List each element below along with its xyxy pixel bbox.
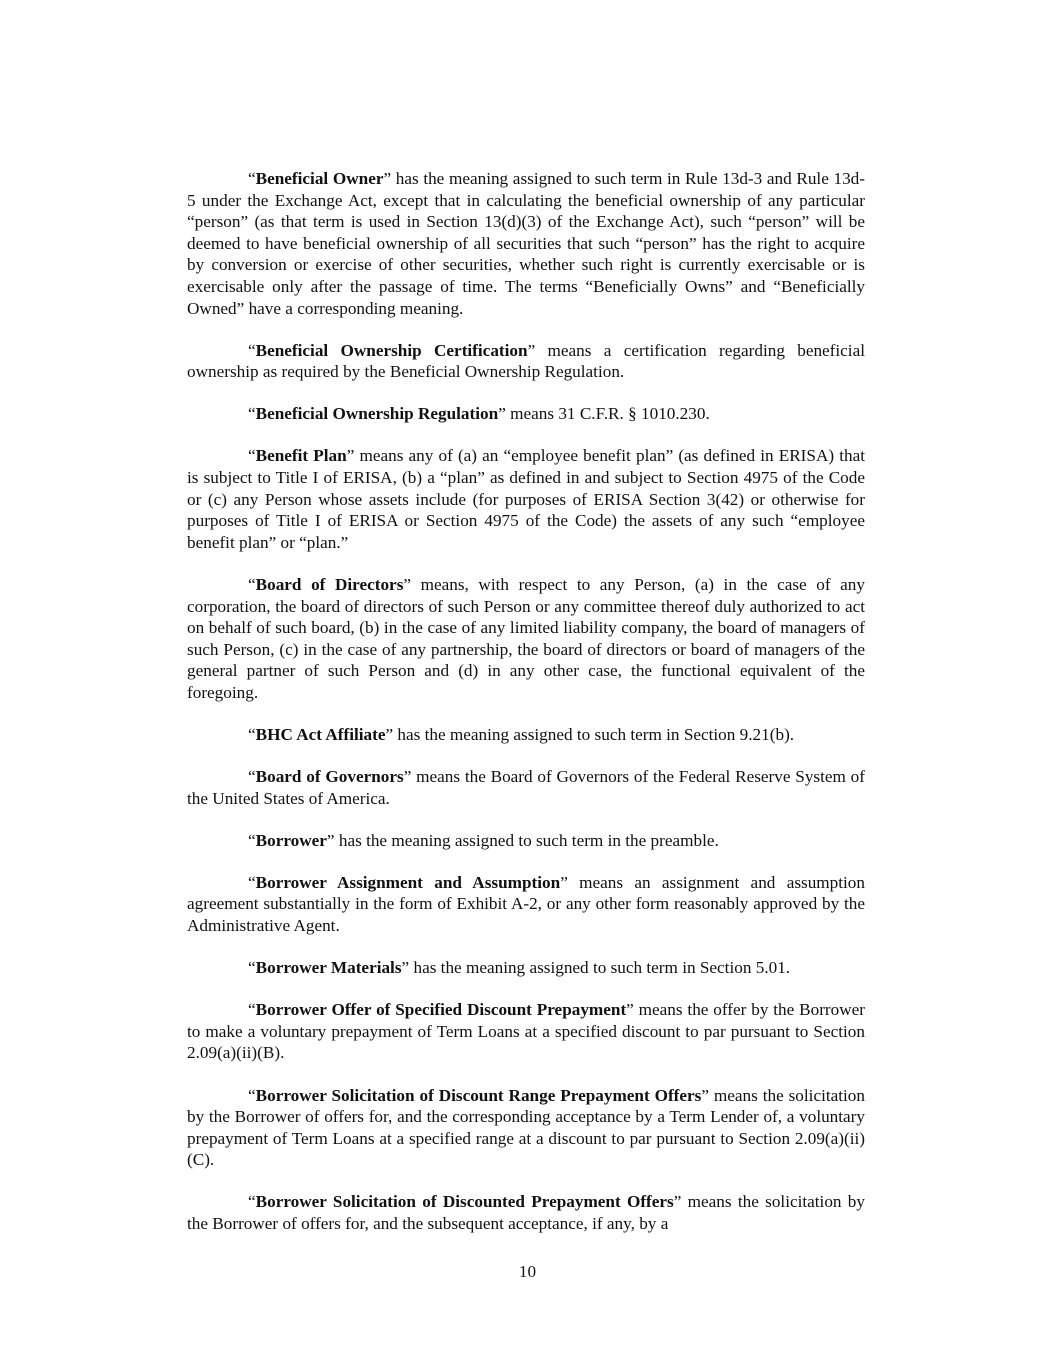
definition-text: has the meaning assigned to such term in Section 5.01. bbox=[409, 958, 791, 978]
definition-text: means the solicitation by the Borrower of offers for, and the corresponding acceptance by a Term Lender of, a voluntary prepayment of Term Loans at a specified range at a discount to par pursuant to Section 2.09(a)(ii)(C). bbox=[187, 1085, 865, 1170]
definition-paragraph: “Borrower Assignment and Assumption” means an assignment and assumption agreement substantially in the form of Exhibit A-2, or any other form reasonably approved by the Administrative Agent. bbox=[187, 872, 865, 936]
definition-text: has the meaning assigned to such term in Section 9.21(b). bbox=[393, 724, 795, 744]
definition-paragraph: “Board of Governors” means the Board of Governors of the Federal Reserve System of the United States of America. bbox=[187, 767, 865, 808]
defined-term: Beneficial Ownership Regulation bbox=[255, 404, 499, 424]
definition-text: means the offer by the Borrower to make a voluntary prepayment of Term Loans at a specified discount to par pursuant to Section 2.09(a)(ii)(B). bbox=[187, 1000, 865, 1063]
defined-term: Beneficial Owner bbox=[255, 169, 384, 188]
definition-paragraph: “Borrower” has the meaning assigned to such term in the preamble. bbox=[248, 830, 719, 850]
defined-term: Benefit Plan bbox=[255, 446, 347, 466]
page-number: 10 bbox=[518, 1262, 537, 1281]
defined-term: Borrower Materials bbox=[255, 958, 402, 978]
defined-term: Borrower Assignment and Assumption bbox=[255, 872, 561, 892]
defined-term: BHC Act Affiliate bbox=[255, 724, 386, 744]
definition-text: has the meaning assigned to such term in Rule 13d-3 and Rule 13d-5 under the Exchange Act, except that in calculating the beneficial ownership of any particular “person” (as that term is used in Section 13(d)(3) of the Exchange Act), such “person” will be deemed to have beneficial ownership of all securities that such “person” has the right to acquire by conversion or exercise of other securities, whether such right is currently exercisable or is exercisable only after the passage of time. The terms “Beneficially Owns” and “Beneficially Owned” have a corresponding meaning. bbox=[187, 169, 865, 318]
definition-paragraph: “BHC Act Affiliate” has the meaning assigned to such term in Section 9.21(b). bbox=[248, 724, 795, 744]
definition-text: means an assignment and assumption agreement substantially in the form of Exhibit A-2, or any other form reasonably approved by the Administrative Agent. bbox=[187, 872, 865, 936]
definitions-list bbox=[187, 168, 865, 1255]
definition-paragraph: “Beneficial Owner” has the meaning assigned to such term in Rule 13d-3 and Rule 13d-5 under the Exchange Act, except that in calculating the beneficial ownership of any particular “person” (as that term is used in Section 13(d)(3) of the Exchange Act), such “person” will be deemed to have beneficial ownership of all securities that such “person” has the right to acquire by conversion or exercise of other securities, whether such right is currently exercisable or is exercisable only after the passage of time. The terms “Beneficially Owns” and “Beneficially Owned” have a corresponding meaning. bbox=[187, 169, 865, 318]
definition-paragraph: “Borrower Solicitation of Discount Range Prepayment Offers” means the solicitation by the Borrower of offers for, and the corresponding acceptance by a Term Lender of, a voluntary prepayment of Term Loans at a specified range at a discount to par pursuant to Section 2.09(a)(ii)(C). bbox=[187, 1085, 865, 1170]
definition-paragraph: “Board of Directors” means, with respect to any Person, (a) in the case of any corporation, the board of directors of such Person or any committee thereof duly authorized to act on behalf of such board, (b) in the case of any limited liability company, the board of managers of such Person, (c) in the case of any partnership, the board of directors or board of managers of the general partner of such Person and (d) in any other case, the functional equivalent of the foregoing. bbox=[187, 574, 865, 702]
definition-paragraph: “Beneficial Ownership Regulation” means 31 C.F.R. § 1010.230. bbox=[248, 404, 710, 424]
definition-paragraph: “Beneficial Ownership Certification” means a certification regarding beneficial ownership as required by the Beneficial Ownership Regulation. bbox=[187, 340, 865, 382]
definition-paragraph: “Benefit Plan” means any of (a) an “employee benefit plan” (as defined in ERISA) that is subject to Title I of ERISA, (b) a “plan” as defined in and subject to Section 4975 of the Code or (c) any Person whose assets include (for purposes of ERISA Section 3(42) or otherwise for purposes of Title I of ERISA or Section 4975 of the Code) the assets of any such “employee benefit plan” or “plan.” bbox=[187, 446, 865, 552]
definition-text: means a certification regarding beneficial ownership as required by the Beneficial Ownership Regulation. bbox=[187, 340, 865, 382]
defined-term: Borrower Solicitation of Discounted Prepayment Offers bbox=[255, 1192, 674, 1212]
definition-text: means the solicitation by the Borrower of offers for, and the subsequent acceptance, if any, by a bbox=[187, 1192, 865, 1233]
definition-paragraph: “Borrower Solicitation of Discounted Prepayment Offers” means the solicitation by the Borrower of offers for, and the subsequent acceptance, if any, by a bbox=[187, 1192, 865, 1233]
definition-paragraph: “Borrower Materials” has the meaning assigned to such term in Section 5.01. bbox=[248, 958, 791, 978]
definition-text: has the meaning assigned to such term in the preamble. bbox=[334, 830, 719, 850]
defined-term: Borrower Offer of Specified Discount Prepayment bbox=[255, 1000, 627, 1020]
defined-term: Board of Governors bbox=[255, 767, 404, 787]
defined-term: Borrower bbox=[255, 830, 327, 850]
definition-paragraph: “Borrower Offer of Specified Discount Prepayment” means the offer by the Borrower to make a voluntary prepayment of Term Loans at a specified discount to par pursuant to Section 2.09(a)(ii)(B). bbox=[187, 1000, 865, 1063]
definition-text: means 31 C.F.R. § 1010.230. bbox=[505, 404, 710, 424]
defined-term: Borrower Solicitation of Discount Range Prepayment Offers bbox=[255, 1085, 702, 1105]
defined-term: Board of Directors bbox=[255, 574, 404, 594]
defined-term: Beneficial Ownership Certification bbox=[255, 340, 528, 360]
definition-text: means the Board of Governors of the Federal Reserve System of the United States of America. bbox=[187, 767, 865, 808]
definition-text: means any of (a) an “employee benefit plan” (as defined in ERISA) that is subject to Title I of ERISA, (b) a “plan” as defined in and subject to Section 4975 of the Code or (c) any Person whose assets include (for purposes of ERISA Section 3(42) or otherwise for purposes of Title I of ERISA or Section 4975 of the Code) the assets of any such “employee benefit plan” or “plan.” bbox=[187, 446, 865, 552]
definition-text: means, with respect to any Person, (a) in the case of any corporation, the board of directors of such Person or any committee thereof duly authorized to act on behalf of such board, (b) in the case of any limited liability company, the board of managers of such Person, (c) in the case of any partnership, the board of directors or board of managers of the general partner of such Person and (d) in any other case, the functional equivalent of the foregoing. bbox=[187, 574, 865, 702]
